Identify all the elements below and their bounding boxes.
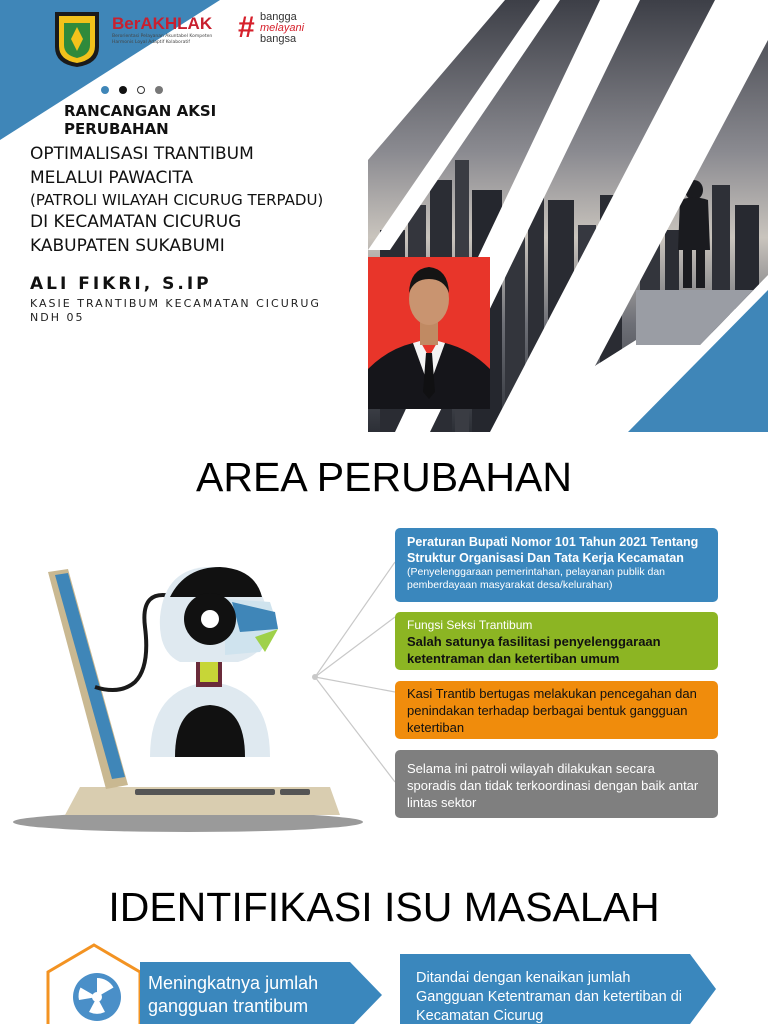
project-title-line-4: DI KECAMATAN CICURUG — [30, 212, 242, 232]
area-perubahan-slide — [0, 432, 768, 864]
info-box-fungsi — [395, 612, 718, 670]
bangga-line-3: bangsa — [260, 33, 297, 45]
berakhlak-tagline-1: Berorientasi Pelayanan Akuntabel Kompeten — [112, 34, 213, 39]
berakhlak-title: BerAKHLAK — [112, 14, 213, 33]
bangga-line-1: bangga — [260, 11, 297, 23]
rancangan-heading — [64, 102, 216, 138]
info-box-peraturan-note: (Penyelenggaraan pemerintahan, pelayanan publik dan pemberdayaan masyarakat desa/kelurahan) — [407, 566, 666, 591]
radiation-icon — [72, 972, 122, 1022]
kabupaten-emblem-icon — [52, 9, 102, 69]
info-box-peraturan — [395, 528, 718, 602]
info-box-kasi — [395, 681, 718, 739]
hashtag-icon: # — [238, 11, 255, 44]
info-box-kasi-body: Kasi Trantib bertugas melakukan pencegahan dan penindakan terhadap berbagai bentuk gangguan ketertiban — [407, 686, 697, 735]
identifikasi-heading: IDENTIFIKASI ISU MASALAH — [108, 884, 660, 930]
project-title-line-3: (PATROLI WILAYAH CICURUG TERPADU) — [30, 191, 324, 209]
pager-dot-1[interactable] — [101, 86, 109, 94]
info-box-fungsi-body: Salah satunya fasilitasi penyelenggaraan ketentraman dan ketertiban umum — [407, 634, 661, 666]
info-box-patroli-body: Selama ini patroli wilayah dilakukan secara sporadis dan tidak terkoordinasi dengan baik antar lintas sektor — [407, 761, 699, 810]
rancangan-heading-line-1: RANCANGAN AKSI — [64, 102, 217, 120]
author-name: ALI FIKRI, S.IP — [30, 274, 212, 294]
area-perubahan-heading: AREA PERUBAHAN — [196, 454, 572, 500]
pager-dot-2[interactable] — [119, 86, 127, 94]
title-slide — [0, 0, 768, 432]
issue-label-arrow — [140, 962, 382, 1024]
berakhlak-tagline-2: Harmonis Loyal Adaptif Kolaboratif — [112, 40, 191, 45]
project-title-line-5: KABUPATEN SUKABUMI — [30, 236, 225, 256]
rancangan-heading-line-2: PERUBAHAN — [64, 120, 169, 138]
pager-dot-4[interactable] — [155, 86, 163, 94]
project-title — [30, 142, 370, 258]
info-box-fungsi-title: Fungsi Seksi Trantibum — [407, 618, 533, 632]
info-box-peraturan-title: Peraturan Bupati Nomor 101 Tahun 2021 Tentang Struktur Organisasi Dan Tata Kerja Kecamatan — [407, 535, 699, 565]
project-title-line-2: MELALUI PAWACITA — [30, 168, 194, 188]
issue-description-arrow — [400, 954, 716, 1024]
pager-dot-3[interactable] — [137, 86, 145, 94]
author-ndh: NDH 05 — [30, 311, 85, 324]
issue-label-text: Meningkatnya jumlah gangguan trantibum — [148, 973, 319, 1016]
berakhlak-logo — [112, 14, 227, 58]
bangga-line-2: melayani — [260, 22, 305, 34]
author-portrait-photo — [368, 257, 490, 409]
project-title-line-1: OPTIMALISASI TRANTIBUM — [30, 144, 254, 164]
identifikasi-isu-slide — [0, 864, 768, 1024]
issue-description-text: Ditandai dengan kenaikan jumlah Gangguan Ketentraman dan ketertiban di Kecamatan Cicurug — [416, 970, 683, 1024]
author-role: KASIE TRANTIBUM KECAMATAN CICURUG — [30, 297, 321, 310]
info-box-patroli — [395, 750, 718, 818]
connector-lines — [300, 557, 400, 797]
bangga-melayani-bangsa-logo — [238, 12, 328, 56]
